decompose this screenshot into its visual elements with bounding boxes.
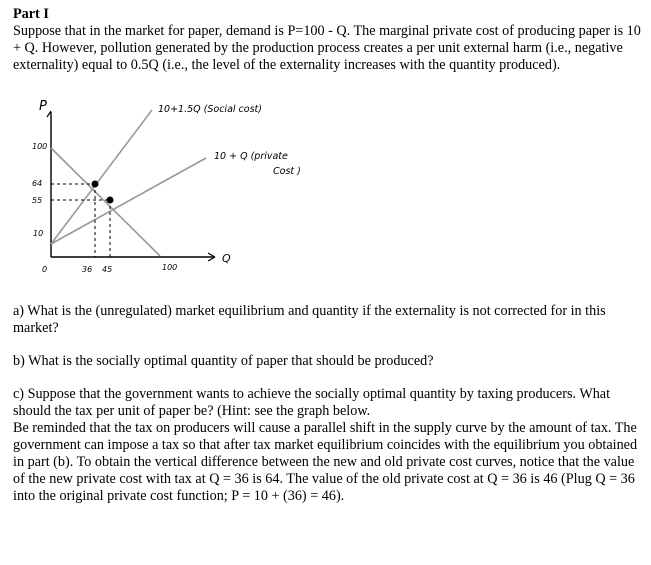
x-tick-100: 100 bbox=[162, 263, 178, 272]
question-a: a) What is the (unregulated) market equilibrium and quantity if the externality is not corrected for in this market? bbox=[13, 303, 606, 336]
question-b: b) What is the socially optimal quantity of paper that should be produced? bbox=[13, 353, 434, 369]
y-tick-55: 55 bbox=[32, 196, 43, 205]
question-c-note: Be reminded that the tax on producers will cause a parallel shift in the supply curve by the amount of tax. The government can impose a tax so that after tax market equilibrium coincides with the equilibrium you obtained in part (b). To obtain the vertical difference between the new and old private cost curves, notice that the value of the new private cost with tax at Q = 36 is 64. The value of the old private cost at Q = 36 is 46 (Plug Q = 36 into the original private cost function; P = 10 + (36) = 46). bbox=[13, 420, 638, 504]
x-axis-label: Q bbox=[222, 252, 231, 265]
x-tick-45: 45 bbox=[102, 265, 113, 274]
question-c bbox=[13, 386, 643, 505]
social-optimum-point bbox=[92, 181, 99, 188]
y-tick-100: 100 bbox=[32, 142, 48, 151]
market-equilibrium-point bbox=[107, 197, 114, 204]
demand-curve bbox=[51, 148, 160, 256]
question-c-text: c) Suppose that the government wants to achieve the socially optimal quantity by taxing producers. What should the tax per unit of paper be? (Hint: see the graph below. bbox=[13, 386, 611, 419]
private-cost-label-line1: 10 + Q (private bbox=[214, 151, 288, 162]
y-tick-64: 64 bbox=[32, 179, 43, 188]
origin-label: 0 bbox=[42, 265, 48, 274]
social-cost-label: 10+1.5Q (Social cost) bbox=[158, 104, 262, 115]
social-cost-curve bbox=[51, 110, 152, 244]
part-heading: Part I bbox=[13, 6, 49, 22]
private-cost-label-line2: Cost ) bbox=[273, 166, 301, 177]
problem-intro: Suppose that in the market for paper, demand is P=100 - Q. The marginal private cost of producing paper is 10 + Q. However, pollution generated by the production process creates a per unit external harm (i.e., negative externality) equal to 0.5Q (i.e., the level of the externality increases with the quantity produced). bbox=[13, 23, 641, 73]
y-axis-label: P bbox=[39, 99, 47, 114]
y-tick-10: 10 bbox=[33, 229, 44, 238]
x-tick-36: 36 bbox=[82, 265, 93, 274]
